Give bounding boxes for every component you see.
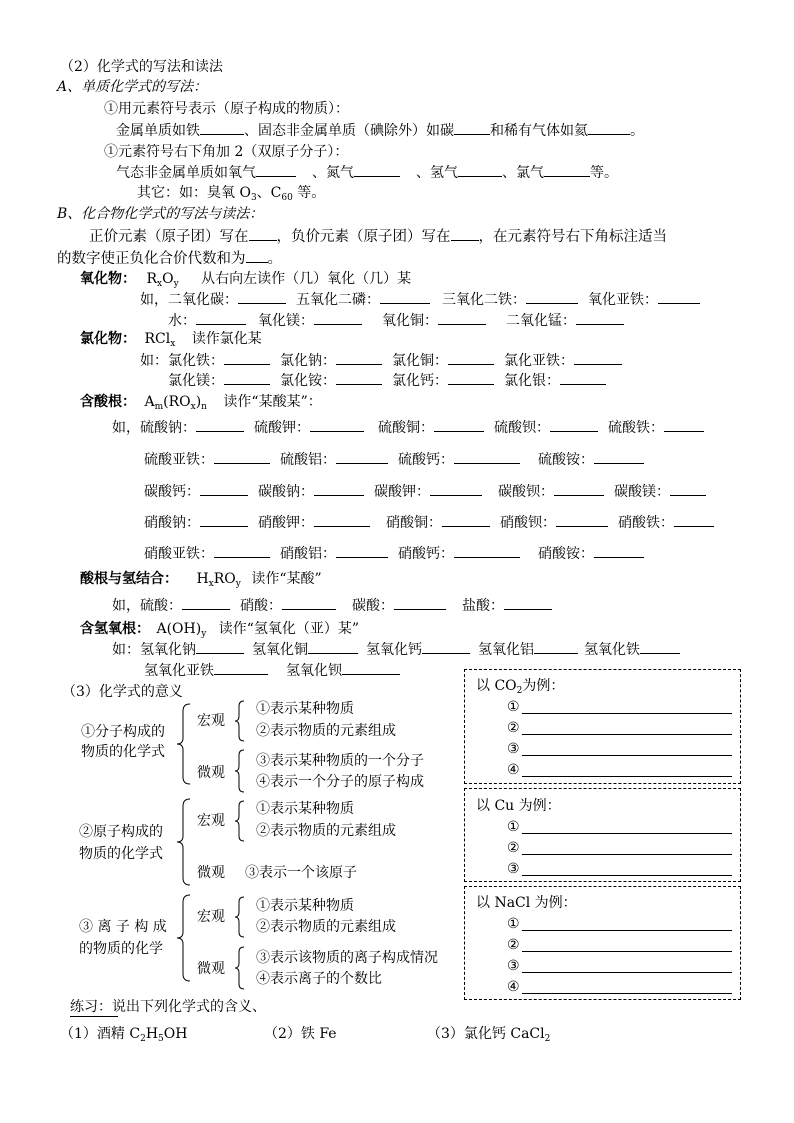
group2-item-2: ②表示物质的元素组成 [256,823,396,839]
text: 为例： [522,678,565,694]
item-label: 氯化铵： [280,373,336,389]
group1-item-1: ①表示某种物质 [256,701,354,717]
text: 正价元素（原子团）写在 [89,229,249,245]
subscript: 2 [140,1034,146,1044]
item-label: 氯化钙： [392,373,448,389]
item-label: 硝酸铵： [538,546,594,562]
acid-row-1 [112,596,552,615]
answer-blank[interactable] [588,121,630,135]
item-label: 氯化银： [504,373,560,389]
subscript: 3 [250,193,257,203]
nacl-answer-line-3[interactable] [522,972,732,973]
text: 以 CO [476,678,517,694]
text: 气态非金属单质如氧气 [116,165,256,181]
co2-answer-line-2[interactable] [522,734,732,735]
item-label: 硝酸钡： [500,515,556,531]
group1-item-3: ③表示某种物质的一个分子 [256,753,424,769]
item-label: 碳酸： [352,598,394,614]
answer-blank[interactable] [342,661,400,675]
item-label: 碳酸钙： [144,484,200,500]
co2-mark-2: ② [507,720,520,736]
text: 。 [267,251,282,267]
a2-other [137,184,325,207]
answer-blank[interactable] [574,351,622,365]
answer-blank[interactable] [200,482,248,496]
oxide-row-2 [168,311,624,330]
answer-blank[interactable] [336,371,382,385]
chloride-heading [80,330,262,353]
item-label: 如，二氧化碳： [140,292,238,308]
acid-heading [80,570,322,593]
text: 金属单质如铁 [116,123,200,139]
group1-micro-brace [234,749,246,793]
answer-blank[interactable] [214,544,270,558]
acidradical-heading [80,393,322,416]
subscript: 2 [544,1034,551,1044]
subscript: 2 [516,686,523,696]
item-label: 硝酸钠： [144,515,200,531]
answer-blank[interactable] [658,290,700,304]
acidradical-row-2 [144,450,644,469]
text: （3）氯化钙 CaCl [427,1026,545,1042]
answer-blank[interactable] [314,311,362,325]
rule-a1: ①用元素符号表示（原子构成的物质）： [104,101,349,117]
item-label: 五氧化二磷： [296,292,380,308]
answer-blank[interactable] [664,418,704,432]
item-label: 硝酸亚铁： [144,546,214,562]
group3-item-2: ②表示物质的元素组成 [256,919,396,935]
answer-blank[interactable] [200,121,244,135]
answer-blank[interactable] [200,513,248,527]
answer-blank[interactable] [282,596,336,610]
exercise-item-1 [60,1025,187,1048]
nacl-mark-3: ③ [507,958,520,974]
answer-blank[interactable] [224,371,270,385]
group1-label-line2: 物质的化学式 [81,744,165,760]
nacl-answer-line-1[interactable] [522,930,732,931]
item-label: 氯化铜： [392,353,448,369]
text: 等。 [590,165,618,181]
text: 其它：如：臭氧 O [137,185,251,201]
text: 的数字使正负化合价代数和为 [57,251,246,267]
item-label: 硫酸铝： [280,452,336,468]
answer-blank[interactable] [454,450,520,464]
item-label: 氯化钠： [280,353,336,369]
answer-blank[interactable] [380,290,430,304]
answer-blank[interactable] [214,661,268,675]
answer-blank[interactable] [354,163,400,177]
text: 、固态非金属单质（碘除外）如碳 [244,123,454,139]
item-label: 氧化亚铁： [588,292,658,308]
item-label: 盐酸： [462,598,504,614]
group2-micro-label: 微观 [197,865,225,881]
item-label: 硫酸铵： [538,452,594,468]
item-label: 硝酸铜： [386,515,442,531]
item-label: 三氧化二铁： [442,292,526,308]
cu-mark-2: ② [507,840,520,856]
answer-blank[interactable] [336,544,388,558]
item-label: 氢氧化铁 [584,642,640,658]
answer-blank[interactable] [448,351,494,365]
co2-mark-3: ③ [507,741,520,757]
answer-blank[interactable] [196,640,244,654]
answer-blank[interactable] [544,163,590,177]
item-label: 如：氯化铁： [140,353,224,369]
answer-blank[interactable] [336,450,388,464]
formula: $A(OH)_y$ [156,621,207,639]
co2-mark-1: ① [507,699,520,715]
answer-blank[interactable] [246,249,268,263]
text: ，负价元素（原子团）写在 [276,229,451,245]
cu-mark-1: ① [507,819,520,835]
answer-blank[interactable] [454,121,490,135]
answer-blank[interactable] [554,482,604,496]
answer-blank[interactable] [526,290,578,304]
item-label: 硝酸铁： [618,515,674,531]
item-label: 二氧化锰： [506,313,576,329]
group1-micro-label: 微观 [197,765,225,781]
subscript: 5 [158,1034,164,1044]
group2-label-line2: 物质的化学式 [79,846,163,862]
group2-macro-brace [234,800,246,842]
group3-macro-brace [234,896,246,938]
item-label: 氢氧化亚铁 [144,663,214,679]
co2-box-title [476,677,564,700]
group1-macro-brace [234,700,246,742]
item-label: 碳酸钠： [258,484,314,500]
group3-item-1: ①表示某种物质 [256,898,354,914]
item-label: 硫酸钾： [254,420,310,436]
text: ，在元素符号右下角标注适当 [478,229,667,245]
hydroxide-row-2 [144,661,400,680]
answer-blank[interactable] [182,596,230,610]
item-label: 硫酸铁： [608,420,664,436]
answer-blank[interactable] [670,482,706,496]
group1-macro-label: 宏观 [197,713,225,729]
answer-blank[interactable] [442,513,490,527]
group1-item-2: ②表示物质的元素组成 [256,723,396,739]
nacl-mark-4: ④ [507,979,520,995]
section-2-title: （2）化学式的写法和读法 [60,59,223,75]
group3-outer-brace [176,894,192,982]
group2-macro-label: 宏观 [197,813,225,829]
answer-blank[interactable] [224,351,270,365]
group3-label-line1: ③ 离 子 构 成 [79,919,167,935]
label: 氯化物： [80,331,136,347]
text: OH [163,1026,188,1042]
cu-answer-line-2[interactable] [522,854,732,855]
answer-blank[interactable] [238,290,286,304]
group3-item-3: ③表示该物质的离子构成情况 [256,950,438,966]
label: 氧化物： [80,271,136,287]
item-label: 氢氧化钙 [366,642,422,658]
text: H [145,1026,159,1042]
group2-item-1: ①表示某种物质 [256,801,354,817]
item-label: 硝酸铝： [280,546,336,562]
text: 、氢气 [416,165,458,181]
cu-box-title: 以 Cu 为例： [476,798,561,814]
group2-label-line1: ②原子构成的 [79,824,163,840]
answer-blank[interactable] [256,163,296,177]
exercise-title-underline [70,1016,118,1017]
formula: $H_xRO_y$ [196,571,241,589]
text: 。 [630,123,644,139]
group2-outer-brace [176,798,192,886]
item-label: 水： [168,313,196,329]
text: 读作“某酸某”： [223,394,322,410]
acidradical-row-1 [112,418,704,437]
exercise-title: 练习：说出下列化学式的含义、 [70,999,266,1015]
answer-blank[interactable] [454,544,520,558]
item-label: 如，硫酸钠： [112,420,196,436]
formula: $A_m(RO_x)_n$ [144,394,207,412]
answer-blank[interactable] [448,371,494,385]
exercise-item-2: （2）铁 Fe [264,1026,337,1042]
answer-blank[interactable] [451,227,479,241]
rule-a2: ①元素符号右下角加 2（双原子分子）： [104,144,349,160]
subsection-a-heading: A、单质化学式的写法： [57,79,208,95]
group3-macro-label: 宏观 [197,909,225,925]
text: 读作“氢氧化（亚）某” [218,621,360,637]
item-label: 硫酸亚铁： [144,452,214,468]
group3-label-line2: 的物质的化学 [79,941,163,957]
text: 、C [256,185,282,201]
item-label: 氧化镁： [258,313,314,329]
item-label: 硝酸： [240,598,282,614]
answer-blank[interactable] [640,640,680,654]
nacl-answer-line-4[interactable] [522,993,732,994]
answer-blank[interactable] [308,640,358,654]
item-label: 硝酸钙： [398,546,454,562]
acidradical-row-3 [144,482,706,501]
b-rule-line1 [89,227,667,246]
answer-blank[interactable] [534,640,578,654]
nacl-mark-2: ② [507,937,520,953]
text: 读作氯化某 [191,331,262,347]
item-label: 氯化镁： [168,373,224,389]
answer-blank[interactable] [560,371,606,385]
answer-blank[interactable] [504,596,552,610]
co2-answer-line-1[interactable] [522,713,732,714]
cu-answer-line-1[interactable] [522,833,732,834]
subscript: 60 [281,193,293,203]
answer-blank[interactable] [438,311,486,325]
chloride-row-1 [140,351,622,370]
exercise-item-3 [427,1025,550,1048]
a1-line [116,121,644,140]
answer-blank[interactable] [310,418,364,432]
answer-blank[interactable] [458,163,502,177]
text: （1）酒精 C [60,1026,141,1042]
text: 从右向左读作（几）氧化（几）某 [201,271,412,287]
answer-blank[interactable] [430,482,482,496]
answer-blank[interactable] [249,227,277,241]
group1-label-line1: ①分子构成的 [81,724,165,740]
text: 、氮气 [312,165,354,181]
cu-answer-line-3[interactable] [522,875,732,876]
item-label: 硫酸钙： [398,452,454,468]
answer-blank[interactable] [214,450,270,464]
group1-outer-brace [176,703,192,785]
answer-blank[interactable] [394,596,446,610]
answer-blank[interactable] [576,311,624,325]
item-label: 硫酸铜： [378,420,434,436]
item-label: 氯化亚铁： [504,353,574,369]
answer-blank[interactable] [314,513,370,527]
label: 酸根与氢结合： [80,571,178,587]
item-label: 如，硫酸： [112,598,182,614]
group3-micro-label: 微观 [197,961,225,977]
group1-item-4: ④表示一个分子的原子构成 [256,774,424,790]
group3-micro-brace [234,946,246,990]
co2-mark-4: ④ [507,762,520,778]
item-label: 氧化铜： [382,313,438,329]
oxide-row-1 [140,290,700,309]
co2-answer-line-3[interactable] [522,755,732,756]
text: 读作“某酸” [251,571,322,587]
cu-mark-3: ③ [507,861,520,877]
label: 含氢氧根： [80,621,150,637]
nacl-box-title: 以 NaCl 为例： [476,895,577,911]
group3-item-4: ④表示离子的个数比 [256,971,382,987]
hydroxide-row-1 [112,640,680,659]
item-label: 氢氧化铜 [252,642,308,658]
subsection-b-heading: B、化合物化学式的写法与读法： [57,206,264,222]
answer-blank[interactable] [556,513,608,527]
group2-item-3: ③表示一个该原子 [245,865,357,881]
answer-blank[interactable] [550,418,598,432]
section-3-title: （3）化学式的意义 [62,684,183,700]
item-label: 如：氢氧化钠 [112,642,196,658]
co2-answer-line-4[interactable] [522,776,732,777]
chloride-row-2 [168,371,606,390]
item-label: 碳酸钾： [374,484,430,500]
item-label: 碳酸钡： [498,484,554,500]
answer-blank[interactable] [196,311,246,325]
formula: RCl$_x$ [144,331,176,349]
text: 、氯气 [502,165,544,181]
nacl-mark-1: ① [507,916,520,932]
acidradical-row-5 [144,544,644,563]
b-rule-line2 [57,249,282,268]
answer-blank[interactable] [336,351,382,365]
answer-blank[interactable] [674,513,714,527]
text: 等。 [292,185,326,201]
label: 含酸根： [80,394,136,410]
formula: $R_xO_y$ [146,271,179,289]
item-label: 碳酸镁： [614,484,670,500]
item-label: 硫酸钡： [494,420,550,436]
answer-blank[interactable] [196,418,244,432]
answer-blank[interactable] [314,482,364,496]
answer-blank[interactable] [594,544,644,558]
answer-blank[interactable] [594,450,644,464]
answer-blank[interactable] [422,640,470,654]
nacl-answer-line-2[interactable] [522,951,732,952]
text: 和稀有气体如氦 [490,123,588,139]
a2-line [116,163,618,182]
acidradical-row-4 [144,513,714,532]
item-label: 氢氧化钡 [286,663,342,679]
item-label: 硝酸钾： [258,515,314,531]
answer-blank[interactable] [434,418,484,432]
item-label: 氢氧化铝 [478,642,534,658]
